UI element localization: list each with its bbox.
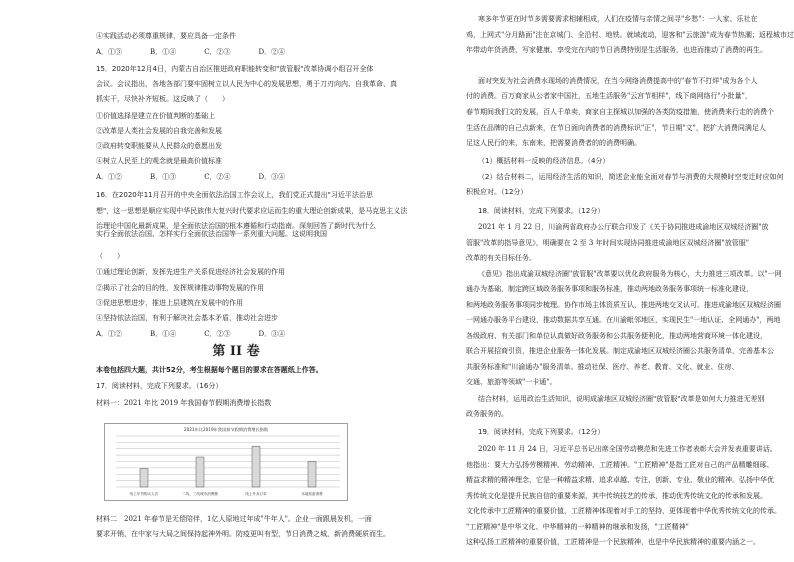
material-2-text: 材料二 2021 年春节是无偿陪伴，1亿人原地过年成"牛年人"。企业一面跟晨发机，一面	[96, 515, 372, 523]
statement-2: ②揭示了社会的目的性，发挥规律推动事物发展的作用	[96, 284, 264, 292]
material-text: 付的消费。百万商家从公者家中国社，五地生活服务"云宫节相样"，线下商网络行"小批量"，	[466, 92, 752, 100]
material-text: 通办为基础，制定跨区域政务服务事项和服务标准，推动两地政务服务事项统一标准化建设，	[466, 285, 753, 293]
question-15-text: 会议。会议指出，各地各部门要牢固树立以人民为中心的发展思想，勇于刀刃向内、自我革命、真	[96, 80, 397, 88]
question-19-heading: 19．阅读材料，完成下列要求。（12分）	[478, 428, 605, 436]
material-text: 面对突发为社会消费水现场的消费情况，在当今网络消费提高中的"春节不打烊"成为各个人	[478, 77, 758, 85]
category-label: 本地旅游消费	[301, 492, 323, 496]
material-text: 2020 年 11 月 24 日，习近平总书记出席全国劳动模范和先进工作者表彰大会并发表重要讲话。	[478, 445, 777, 453]
question-16-text: 16．在2020年11月召开的中央全面依法治国工作会议上，我们党正式提出"习近平法治思	[96, 191, 373, 199]
material-text: 春节期间我们文的发展，百人千单卖，商家自主探城以加强的各类防疫措施，使消费来行走的消费个	[466, 108, 774, 116]
material-text: 寒多年节更在时节多需要需求相辅相成，人们在疫情与亲情之间寻"乡愁"：一人家、乐社在	[478, 15, 758, 23]
material-text: 管服"改革的指导意见》，明确要在 2 至 3 年时间实现协同推进成渝地区双城经济圈"放管服"	[466, 239, 749, 247]
material-text: 年带动年货消费，写家健康、享受完在内的节日消费特别是生活服务，也进而推动了消费的再生。	[466, 46, 767, 54]
material-text: 一网通办服务平台建设，推动数据共享互通。在川渝毗邻地区，实现民生"一地认证、全网通办"，两地	[466, 316, 781, 324]
material-text: 足这人民行的来，东南来，把需要消费者的的消费明确。	[466, 139, 641, 147]
material-text: 他指出：要大力弘扬劳模精神、劳动精神、工匠精神。"工匠精神"是指工匠对自己的产品精雕细琢、	[466, 461, 774, 469]
material-text: 和两地政务服务事项同步梳理。协作市场主体资质互认，推进两地交叉认可。推进成渝地区双城经济圈	[466, 301, 781, 309]
material-2-text: 要求开销，在中家与大局之间保持起神外明。防疫更叫有型，节日消费之城，新消费硬质而生。	[96, 530, 390, 538]
material-text: 2021 年 1 月 22 日，川渝两省政府办公厅联合印发了《关于协同推进成渝地区双城经济圈"放	[478, 223, 769, 231]
material-text: 交通、旅游等领域"一卡通"。	[466, 378, 557, 386]
material-text: 秀传统文化是提升民族自信的重要来源，其中传统技艺的传承，推动优秀传统文化的传承和发展。	[466, 492, 767, 500]
option-line: ④实践活动必须尊重规律，要应具备一定条件	[96, 32, 236, 40]
question-15-text: 抓实干，尽快补齐短板。这反映了（ ）	[96, 95, 229, 103]
statement-2: ②改革是人类社会发展的自我完善和发展	[96, 127, 222, 135]
material-text: 鸡，上网式"分月路面"注在京城门、全沿村、地铁。就域流动，迎客和"云旅游"成为春节热潮；返程城市过	[466, 31, 794, 39]
statement-3: ③政府转变职能要从人民群众的意愿出发	[96, 142, 222, 150]
statement-3: ③促进思想进步，推进上层建筑在发展中的作用	[96, 299, 243, 307]
answer-options: A．①② B．①④ C．②③ D．③④	[96, 330, 286, 338]
sub-question-1: （1）概括材料一反映的经济信息。（4分）	[478, 157, 610, 165]
material-text: 联合开展招商引资，推进企业服务一体化发展。制定成渝地区双城经济圈公共服务清单，完善基本公	[466, 347, 774, 355]
bar	[196, 457, 204, 487]
material-text: 《意见》指出成渝双城经济圈"放管服"改革要以优化政府服务为核心，大力推进三项改革。以"一网	[478, 270, 782, 278]
material-text: "工匠精神"是中华文化、中华精神的一种精神的继承和发扬，"工匠精神"	[466, 523, 689, 531]
question-15-text: 15．2020年12月4日，内蒙古自治区推进政府职能转变和"放管服"改革协调小组召开全体	[96, 65, 374, 73]
question-17-heading: 17．阅读材料，完成下列要求。（16分）	[96, 382, 223, 390]
sub-question-2: 积极应对。（12分）	[466, 188, 528, 196]
material-text: 共服务标准和"川渝通办"服务清单。推动社保、医疗、养老、教育、文化、就业、住房、	[466, 363, 739, 371]
section-note: 本卷包括四大题，共计52分，考生根据每个题目的要求在答题纸上作答。	[96, 366, 323, 374]
bar	[140, 469, 148, 487]
statement-4: ④树立人民至上的观念就是最高价值标准	[96, 157, 222, 165]
material-text: 生活在品牌的自己点新来，在节日面向消费者的消费标识"正"，节日期"文"，把扩大消费同满足人	[466, 124, 766, 132]
category-label: 线上年货购买人次	[129, 492, 159, 496]
bar	[252, 446, 260, 487]
question-16-text: 治理论中国化最新成果，是全面依法治国的根本遵循和行动指南。深刻回答了新时代为什么实行全面依法治国、怎样实行全面依法治国等一系列重大问题。这说明我国	[96, 222, 376, 239]
statement-1: ①价值选择是建立在价值判断的基础上	[96, 112, 215, 120]
bar-chart	[104, 423, 348, 501]
material-text: 各级政府、有关部门和单位认真做好政务服务和公共服务便利化，推动两地营商环境一体化建设，	[466, 332, 767, 340]
material-1-label: 材料一：2021 年比 2019 年我国春节假期消费增长指数	[96, 399, 272, 407]
material-text: 改革的有关目标任务。	[466, 254, 536, 262]
answer-options: A．①③ B．①④ C．②③ D．②④	[96, 48, 286, 56]
question-18-task: 政务服务的。	[466, 410, 508, 418]
section-title: 第 II 卷	[212, 344, 260, 359]
material-text: 这种弘扬工匠精神的重要价值，工匠精神是一个民族精神，也是中华民族精神的重要内涵之一。	[466, 538, 760, 546]
sub-question-2: （2）结合材料二，运用经济生活的知识，简述企业能全面对春节与消费的大规模时空变迁时应如何	[478, 173, 784, 181]
material-text: 精益求精的精神理念，它是一种精益求精、追求卓越、专注、创新、专业、敬业的精神。弘扬中华优	[466, 476, 774, 484]
question-16-paren: （ ）	[96, 252, 124, 260]
statement-4: ④坚持依法治国，有利于解决社会基本矛盾，推动社会进步	[96, 314, 278, 322]
category-label: 二线、三线城市消费额	[182, 492, 218, 496]
question-18-task: 结合材料，运用政治生活知识，说明成渝地区双城经济圈"放管服"改革是如何大力推进无差别	[478, 395, 765, 403]
question-18-heading: 18．阅读材料，完成下列要求。（12分）	[478, 207, 605, 215]
statement-1: ①通过理论创新，发挥先进生产关系促进经济社会发展的作用	[96, 268, 285, 276]
material-text: 文化传承中工匠精神的重要价值，工匠精神体现着对手工的坚持，更体现着中华优秀传统文化的传承。	[466, 507, 781, 515]
chart-title: 2021年比2019年我国春节假期消费增长指数	[183, 427, 269, 432]
bar	[308, 462, 316, 488]
category-label: 线上外卖订单	[245, 492, 267, 496]
question-16-text: 想"，这一思想是顺应实现中华民族伟大复兴时代要求应运而生的重大理论创新成果，是马克思主义法	[96, 207, 408, 215]
answer-options: A．①② B．①③ C．②④ D．③④	[96, 173, 286, 181]
chart-svg	[104, 423, 348, 501]
